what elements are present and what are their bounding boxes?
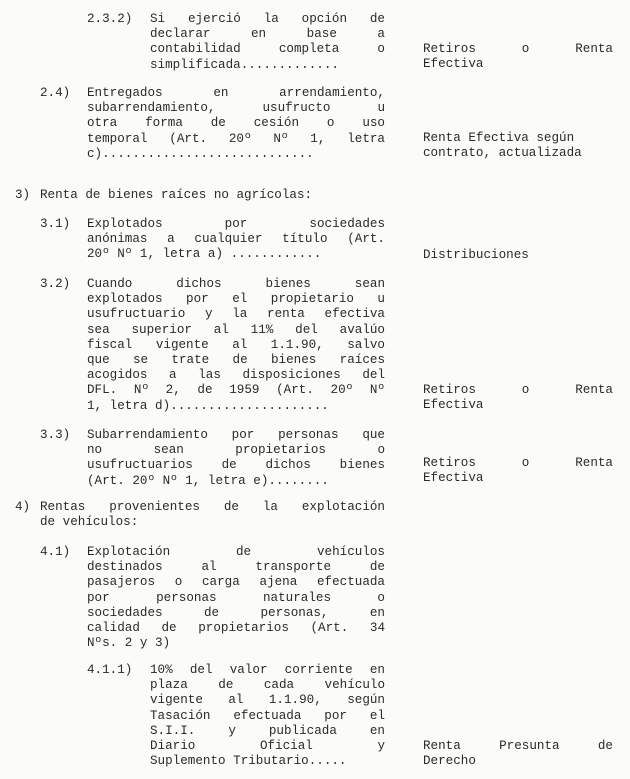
right-line: Efectiva bbox=[423, 57, 484, 72]
right-line: Retiros o Renta bbox=[423, 456, 613, 470]
text-line: S.I.I. y publicada en bbox=[150, 723, 385, 738]
item-label: 3.2) bbox=[40, 277, 71, 291]
text-line: plaza de cada vehículo bbox=[150, 678, 385, 693]
text-line: acogidos a las disposiciones del bbox=[87, 368, 385, 383]
text-line: usufructuarios de dichos bienes bbox=[87, 458, 385, 473]
text-line: que se trate de bienes raíces bbox=[87, 352, 385, 367]
right-line: Renta Efectiva según bbox=[423, 131, 575, 145]
text-line: Nºs. 2 y 3) bbox=[87, 636, 171, 651]
text-line: Si ejerció la opción de bbox=[150, 12, 385, 26]
text-line: Rentas provenientes de la explotación bbox=[40, 500, 385, 514]
text-line: subarrendamiento, usufructo u bbox=[87, 101, 385, 116]
item-right-column bbox=[423, 131, 613, 161]
right-line: Derecho bbox=[423, 754, 476, 769]
text-line: Entregados en arrendamiento, bbox=[87, 86, 385, 100]
text-line: de vehículos: bbox=[40, 515, 139, 530]
text-line: no sean propietarios o bbox=[87, 443, 385, 458]
item-text bbox=[87, 545, 385, 651]
item-label: 4.1) bbox=[40, 545, 71, 559]
text-line: Suplemento Tributario..... bbox=[150, 754, 347, 769]
text-line: sociedades de personas, en bbox=[87, 605, 385, 620]
text-line: contabilidad completa o bbox=[150, 42, 385, 57]
text-line: Tasación efectuada por el bbox=[150, 708, 385, 723]
item-label: 4.1.1) bbox=[87, 663, 133, 677]
right-line: Distribuciones bbox=[423, 248, 529, 262]
item-label: 2.3.2) bbox=[87, 12, 133, 26]
right-line: contrato, actualizada bbox=[423, 146, 582, 161]
item-right-column bbox=[423, 383, 613, 413]
text-line: DFL. Nº 2, de 1959 (Art. 20º Nº bbox=[87, 383, 385, 398]
right-line: Retiros o Renta bbox=[423, 42, 613, 56]
text-line: usufructuario y la renta efectiva bbox=[87, 307, 385, 322]
section-title bbox=[40, 500, 385, 530]
section-4 bbox=[0, 500, 630, 532]
item-2-3-2 bbox=[0, 12, 630, 76]
item-text bbox=[150, 663, 385, 769]
item-right-column bbox=[423, 248, 613, 263]
right-line: Efectiva bbox=[423, 398, 484, 413]
text-line: 1, letra d)..................... bbox=[87, 398, 329, 413]
right-line: Efectiva bbox=[423, 471, 484, 486]
text-line: pasajeros o carga ajena efectuada bbox=[87, 575, 385, 590]
item-text bbox=[87, 428, 385, 489]
text-line: Subarrendamiento por personas que bbox=[87, 428, 385, 442]
item-2-4 bbox=[0, 86, 630, 166]
item-right-column bbox=[423, 42, 613, 72]
section-label: 4) bbox=[15, 500, 31, 514]
text-line: sea superior al 11% del avalúo bbox=[87, 322, 385, 337]
item-right-column bbox=[423, 456, 613, 486]
item-text bbox=[87, 277, 385, 414]
text-line: anónimas a cualquier título (Art. bbox=[87, 232, 385, 247]
text-line: vigente al 1.1.90, según bbox=[150, 693, 385, 708]
text-line: c)............................ bbox=[87, 146, 314, 161]
text-line: 10% del valor corriente en bbox=[150, 663, 385, 677]
text-line: simplificada............. bbox=[150, 57, 339, 72]
text-line: destinados al transporte de bbox=[87, 560, 385, 575]
right-line: Renta Presunta de bbox=[423, 739, 613, 753]
text-line: temporal (Art. 20º Nº 1, letra bbox=[87, 131, 385, 146]
text-line: declarar en base a bbox=[150, 27, 385, 42]
text-line: Cuando dichos bienes sean bbox=[87, 277, 385, 291]
item-text bbox=[150, 12, 385, 73]
item-4-1-1 bbox=[0, 663, 630, 773]
item-text bbox=[87, 217, 385, 263]
item-3-2 bbox=[0, 277, 630, 417]
text-line: otra forma de cesión o uso bbox=[87, 116, 385, 131]
text-line: (Art. 20º Nº 1, letra e)........ bbox=[87, 473, 329, 488]
item-3-3 bbox=[0, 428, 630, 492]
item-4-1 bbox=[0, 545, 630, 655]
section-3 bbox=[0, 188, 630, 204]
text-line: calidad de propietarios (Art. 34 bbox=[87, 620, 385, 635]
text-line: Explotados por sociedades bbox=[87, 217, 385, 231]
right-line: Retiros o Renta bbox=[423, 383, 613, 397]
text-line: Diario Oficial y bbox=[150, 738, 385, 753]
text-line: explotados por el propietario u bbox=[87, 292, 385, 307]
text-line: Renta de bienes raíces no agrícolas: bbox=[40, 188, 313, 202]
item-text bbox=[87, 86, 385, 162]
item-right-column bbox=[423, 739, 613, 769]
text-line: 20º Nº 1, letra a) ............ bbox=[87, 247, 322, 262]
item-label: 2.4) bbox=[40, 86, 71, 100]
text-line: por personas naturales o bbox=[87, 590, 385, 605]
text-line: fiscal vigente al 1.1.90, salvo bbox=[87, 337, 385, 352]
section-label: 3) bbox=[15, 188, 31, 202]
section-title bbox=[40, 188, 400, 203]
item-label: 3.3) bbox=[40, 428, 71, 442]
item-3-1 bbox=[0, 217, 630, 265]
text-line: Explotación de vehículos bbox=[87, 545, 385, 559]
item-label: 3.1) bbox=[40, 217, 71, 231]
